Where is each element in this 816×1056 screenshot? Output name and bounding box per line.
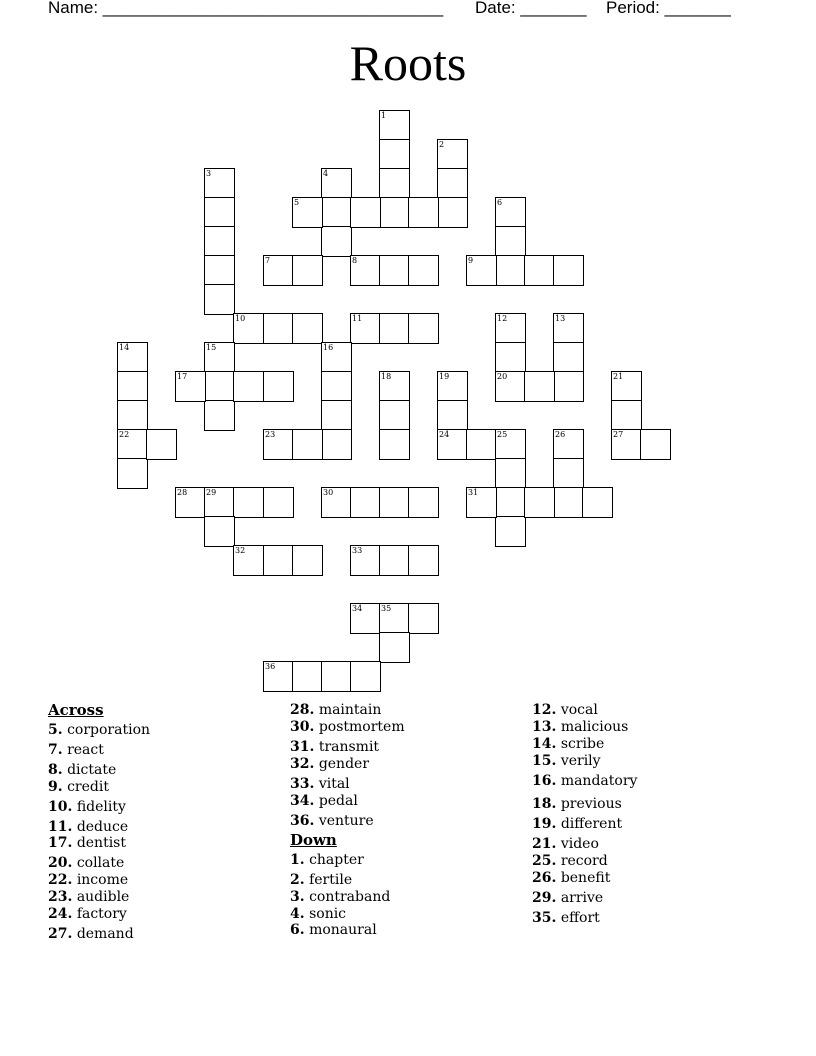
clue-word: credit — [67, 779, 109, 795]
clue-word: malicious — [560, 719, 629, 735]
clue-number: 34. — [290, 793, 315, 809]
grid-cell[interactable] — [204, 487, 235, 518]
grid-cell[interactable] — [321, 400, 352, 431]
clue-number: 28. — [290, 702, 315, 718]
cell-number: 11 — [352, 314, 363, 323]
clue-number: 23. — [48, 889, 73, 905]
clue-number: 10. — [48, 799, 73, 815]
clue-item — [532, 719, 628, 736]
clue-word: monaural — [309, 922, 377, 938]
clue-word: dentist — [76, 835, 126, 851]
grid-cell[interactable] — [379, 603, 410, 634]
grid-cell[interactable] — [204, 284, 235, 315]
grid-cell[interactable] — [321, 168, 352, 199]
grid-cell[interactable] — [233, 313, 264, 344]
cell-number: 29 — [206, 488, 217, 497]
grid-cell[interactable] — [408, 255, 439, 286]
clue-item — [532, 816, 622, 833]
clue-word: mandatory — [560, 773, 638, 789]
clue-number: 11. — [48, 819, 73, 835]
clue-word: collate — [76, 855, 125, 871]
grid-cell[interactable] — [233, 487, 264, 518]
cell-number: 34 — [352, 604, 363, 613]
cell-number: 33 — [352, 546, 363, 555]
cell-number: 23 — [265, 430, 276, 439]
cell-number: 26 — [555, 430, 566, 439]
clue-item — [290, 872, 352, 889]
grid-cell[interactable] — [495, 429, 526, 460]
clue-word: benefit — [560, 870, 611, 886]
clue-number: 4. — [290, 906, 305, 922]
cell-number: 18 — [381, 372, 392, 381]
clue-word: deduce — [76, 819, 129, 835]
cell-number: 4 — [323, 169, 329, 178]
grid-cell[interactable] — [553, 342, 584, 373]
grid-cell[interactable] — [611, 400, 642, 431]
grid-cell[interactable] — [408, 487, 439, 518]
cell-number: 13 — [555, 314, 566, 323]
clue-word: postmortem — [318, 719, 405, 735]
clue-item — [290, 922, 377, 939]
clue-item — [48, 762, 116, 779]
clue-number: 3. — [290, 889, 305, 905]
clue-number: 35. — [532, 910, 557, 926]
grid-cell[interactable] — [379, 371, 410, 402]
clue-item — [532, 796, 622, 813]
cell-number: 21 — [613, 372, 624, 381]
clue-item — [532, 853, 608, 870]
clue-item — [290, 756, 369, 773]
cell-number: 14 — [119, 343, 130, 352]
clue-number: 13. — [532, 719, 557, 735]
clue-number: 1. — [290, 852, 305, 868]
clue-number: 22. — [48, 872, 73, 888]
clue-word: contraband — [309, 889, 391, 905]
grid-cell[interactable] — [495, 342, 526, 373]
clue-word: income — [76, 872, 129, 888]
grid-cell[interactable] — [292, 197, 323, 228]
clue-item — [532, 836, 599, 853]
clue-item — [532, 890, 603, 907]
clue-number: 14. — [532, 736, 557, 752]
clue-item — [48, 819, 128, 836]
grid-cell[interactable] — [175, 487, 206, 518]
grid-cell[interactable] — [495, 516, 526, 547]
clue-number: 17. — [48, 835, 73, 851]
grid-cell[interactable] — [117, 458, 148, 489]
grid-cell[interactable] — [408, 545, 439, 576]
grid-cell[interactable] — [321, 487, 352, 518]
clue-item — [290, 813, 374, 830]
cell-number: 6 — [497, 198, 503, 207]
clue-number: 16. — [532, 773, 557, 789]
cell-number: 27 — [613, 430, 624, 439]
clue-word: record — [560, 853, 608, 869]
grid-cell[interactable] — [553, 371, 584, 402]
grid-cell[interactable] — [292, 429, 323, 460]
cell-number: 25 — [497, 430, 508, 439]
grid-cell[interactable] — [146, 429, 177, 460]
grid-cell[interactable] — [117, 371, 148, 402]
grid-cell[interactable] — [524, 371, 555, 402]
clue-item — [48, 779, 109, 796]
cell-number: 31 — [468, 488, 479, 497]
clue-item — [290, 702, 381, 719]
grid-cell[interactable] — [437, 168, 468, 199]
grid-cell[interactable] — [263, 545, 294, 576]
grid-cell[interactable] — [321, 371, 352, 402]
grid-cell[interactable] — [204, 400, 235, 431]
grid-cell[interactable] — [350, 197, 381, 228]
grid-cell[interactable] — [408, 313, 439, 344]
grid-cell[interactable] — [495, 458, 526, 489]
clue-word: arrive — [560, 890, 604, 906]
date-field-label[interactable]: Date: _______ — [475, 0, 587, 17]
grid-cell[interactable] — [553, 255, 584, 286]
clue-word: fidelity — [76, 799, 126, 815]
grid-cell[interactable] — [437, 400, 468, 431]
grid-cell[interactable] — [379, 139, 410, 170]
grid-cell[interactable] — [233, 371, 264, 402]
clue-number: 2. — [290, 872, 305, 888]
clue-item — [290, 776, 350, 793]
grid-cell[interactable] — [117, 400, 148, 431]
grid-cell[interactable] — [379, 487, 410, 518]
grid-cell[interactable] — [379, 313, 410, 344]
grid-cell[interactable] — [408, 603, 439, 634]
grid-cell[interactable] — [204, 371, 235, 402]
grid-cell[interactable] — [379, 110, 410, 141]
clue-number: 8. — [48, 762, 63, 778]
clue-item — [532, 910, 600, 927]
clue-number: 24. — [48, 906, 73, 922]
grid-cell[interactable] — [175, 371, 206, 402]
grid-cell[interactable] — [263, 313, 294, 344]
clue-word: effort — [560, 910, 600, 926]
grid-cell[interactable] — [379, 197, 410, 228]
grid-cell[interactable] — [553, 487, 584, 518]
grid-cell[interactable] — [321, 661, 352, 692]
grid-cell[interactable] — [495, 255, 526, 286]
clue-word: previous — [560, 796, 622, 812]
clue-item — [290, 793, 358, 810]
cell-number: 28 — [177, 488, 188, 497]
cell-number: 8 — [352, 256, 358, 265]
grid-cell[interactable] — [233, 545, 264, 576]
clue-number: 27. — [48, 926, 73, 942]
grid-cell[interactable] — [495, 313, 526, 344]
grid-cell[interactable] — [379, 632, 410, 663]
cell-number: 12 — [497, 314, 508, 323]
grid-cell[interactable] — [379, 400, 410, 431]
grid-cell[interactable] — [321, 197, 352, 228]
grid-cell[interactable] — [495, 197, 526, 228]
grid-cell[interactable] — [553, 458, 584, 489]
clue-number: 20. — [48, 855, 73, 871]
clue-item — [48, 742, 104, 759]
grid-cell[interactable] — [350, 603, 381, 634]
grid-cell[interactable] — [263, 429, 294, 460]
cell-number: 30 — [323, 488, 334, 497]
clue-number: 12. — [532, 702, 557, 718]
cell-number: 16 — [323, 343, 334, 352]
clue-item — [532, 736, 604, 753]
clue-number: 36. — [290, 813, 315, 829]
clue-number: 26. — [532, 870, 557, 886]
grid-cell[interactable] — [204, 342, 235, 373]
clue-number: 19. — [532, 816, 557, 832]
clue-number: 33. — [290, 776, 315, 792]
clue-item — [48, 799, 126, 816]
grid-cell[interactable] — [379, 255, 410, 286]
clue-word: scribe — [560, 736, 605, 752]
grid-cell[interactable] — [350, 661, 381, 692]
clue-word: vocal — [560, 702, 598, 718]
grid-cell[interactable] — [263, 255, 294, 286]
grid-cell[interactable] — [350, 255, 381, 286]
clue-item — [290, 852, 364, 869]
grid-cell[interactable] — [350, 313, 381, 344]
cell-number: 24 — [439, 430, 450, 439]
clue-number: 31. — [290, 739, 315, 755]
cell-number: 22 — [119, 430, 130, 439]
clue-number: 5. — [48, 722, 63, 738]
clue-item — [48, 872, 128, 889]
cell-number: 20 — [497, 372, 508, 381]
grid-cell[interactable] — [292, 313, 323, 344]
grid-cell[interactable] — [437, 139, 468, 170]
clue-item — [290, 719, 405, 736]
grid-cell[interactable] — [524, 487, 555, 518]
grid-cell[interactable] — [495, 226, 526, 257]
name-field-label[interactable]: Name: ____________________________________ — [48, 0, 444, 17]
clue-item — [290, 889, 390, 906]
grid-cell[interactable] — [292, 661, 323, 692]
grid-cell[interactable] — [553, 313, 584, 344]
grid-cell[interactable] — [437, 429, 468, 460]
cell-number: 7 — [265, 256, 271, 265]
grid-cell[interactable] — [117, 429, 148, 460]
clue-number: 18. — [532, 796, 557, 812]
clue-number: 29. — [532, 890, 557, 906]
grid-cell[interactable] — [553, 429, 584, 460]
grid-cell[interactable] — [204, 516, 235, 547]
clue-word: fertile — [309, 872, 353, 888]
cell-number: 1 — [381, 111, 387, 120]
grid-cell[interactable] — [204, 168, 235, 199]
clue-word: vital — [318, 776, 350, 792]
clue-word: audible — [76, 889, 130, 905]
cell-number: 36 — [265, 662, 276, 671]
clue-number: 21. — [532, 836, 557, 852]
cell-number: 9 — [468, 256, 474, 265]
period-field-label[interactable]: Period: _______ — [606, 0, 731, 17]
clue-item — [290, 906, 346, 923]
grid-cell[interactable] — [611, 371, 642, 402]
clue-word: transmit — [318, 739, 380, 755]
grid-cell[interactable] — [495, 371, 526, 402]
clue-word: dictate — [67, 762, 117, 778]
grid-cell[interactable] — [321, 342, 352, 373]
cell-number: 10 — [235, 314, 246, 323]
grid-cell[interactable] — [263, 487, 294, 518]
clue-word: gender — [318, 756, 370, 772]
grid-cell[interactable] — [379, 168, 410, 199]
grid-cell[interactable] — [321, 226, 352, 257]
grid-cell[interactable] — [292, 255, 323, 286]
grid-cell[interactable] — [350, 545, 381, 576]
clue-number: 9. — [48, 779, 63, 795]
clue-word: factory — [76, 906, 127, 922]
clue-word: video — [560, 836, 599, 852]
clue-item — [48, 835, 126, 852]
grid-cell[interactable] — [117, 342, 148, 373]
grid-cell[interactable] — [408, 197, 439, 228]
grid-cell[interactable] — [292, 545, 323, 576]
grid-cell[interactable] — [379, 545, 410, 576]
clue-word: verily — [560, 753, 601, 769]
clue-word: different — [560, 816, 623, 832]
cell-number: 35 — [381, 604, 392, 613]
grid-cell[interactable] — [204, 255, 235, 286]
clue-item — [532, 753, 601, 770]
clue-number: 7. — [48, 742, 63, 758]
clue-item — [290, 739, 379, 756]
grid-cell[interactable] — [263, 661, 294, 692]
clue-word: chapter — [309, 852, 364, 868]
grid-cell[interactable] — [263, 371, 294, 402]
clue-word: demand — [76, 926, 134, 942]
cell-number: 5 — [294, 198, 300, 207]
grid-cell[interactable] — [350, 487, 381, 518]
cell-number: 19 — [439, 372, 450, 381]
grid-cell[interactable] — [379, 429, 410, 460]
clue-word: pedal — [318, 793, 358, 809]
cell-number: 15 — [206, 343, 217, 352]
clue-item — [48, 906, 127, 923]
cell-number: 17 — [177, 372, 188, 381]
clue-item — [532, 870, 610, 887]
grid-cell[interactable] — [204, 226, 235, 257]
grid-cell[interactable] — [495, 487, 526, 518]
clue-word: react — [67, 742, 104, 758]
cell-number: 32 — [235, 546, 246, 555]
clue-word: sonic — [309, 906, 347, 922]
clue-number: 32. — [290, 756, 315, 772]
grid-cell[interactable] — [640, 429, 671, 460]
grid-cell[interactable] — [204, 197, 235, 228]
clue-number: 25. — [532, 853, 557, 869]
page-title: Roots — [349, 35, 467, 91]
clue-word: corporation — [67, 722, 151, 738]
clue-item — [48, 926, 134, 943]
clue-word: maintain — [318, 702, 382, 718]
clue-item — [48, 722, 150, 739]
clue-number: 15. — [532, 753, 557, 769]
grid-cell[interactable] — [524, 255, 555, 286]
grid-cell[interactable] — [466, 487, 497, 518]
clue-number: 6. — [290, 922, 305, 938]
clue-item — [48, 855, 124, 872]
grid-cell[interactable] — [582, 487, 613, 518]
cell-number: 2 — [439, 140, 445, 149]
cell-number: 3 — [206, 169, 212, 178]
clue-number: 30. — [290, 719, 315, 735]
clue-item — [532, 702, 598, 719]
clue-word: venture — [318, 813, 374, 829]
grid-cell[interactable] — [466, 255, 497, 286]
grid-cell[interactable] — [466, 429, 497, 460]
grid-cell[interactable] — [437, 371, 468, 402]
clue-item — [532, 773, 637, 790]
grid-cell[interactable] — [611, 429, 642, 460]
grid-cell[interactable] — [321, 429, 352, 460]
grid-cell[interactable] — [437, 197, 468, 228]
clue-item — [48, 889, 129, 906]
